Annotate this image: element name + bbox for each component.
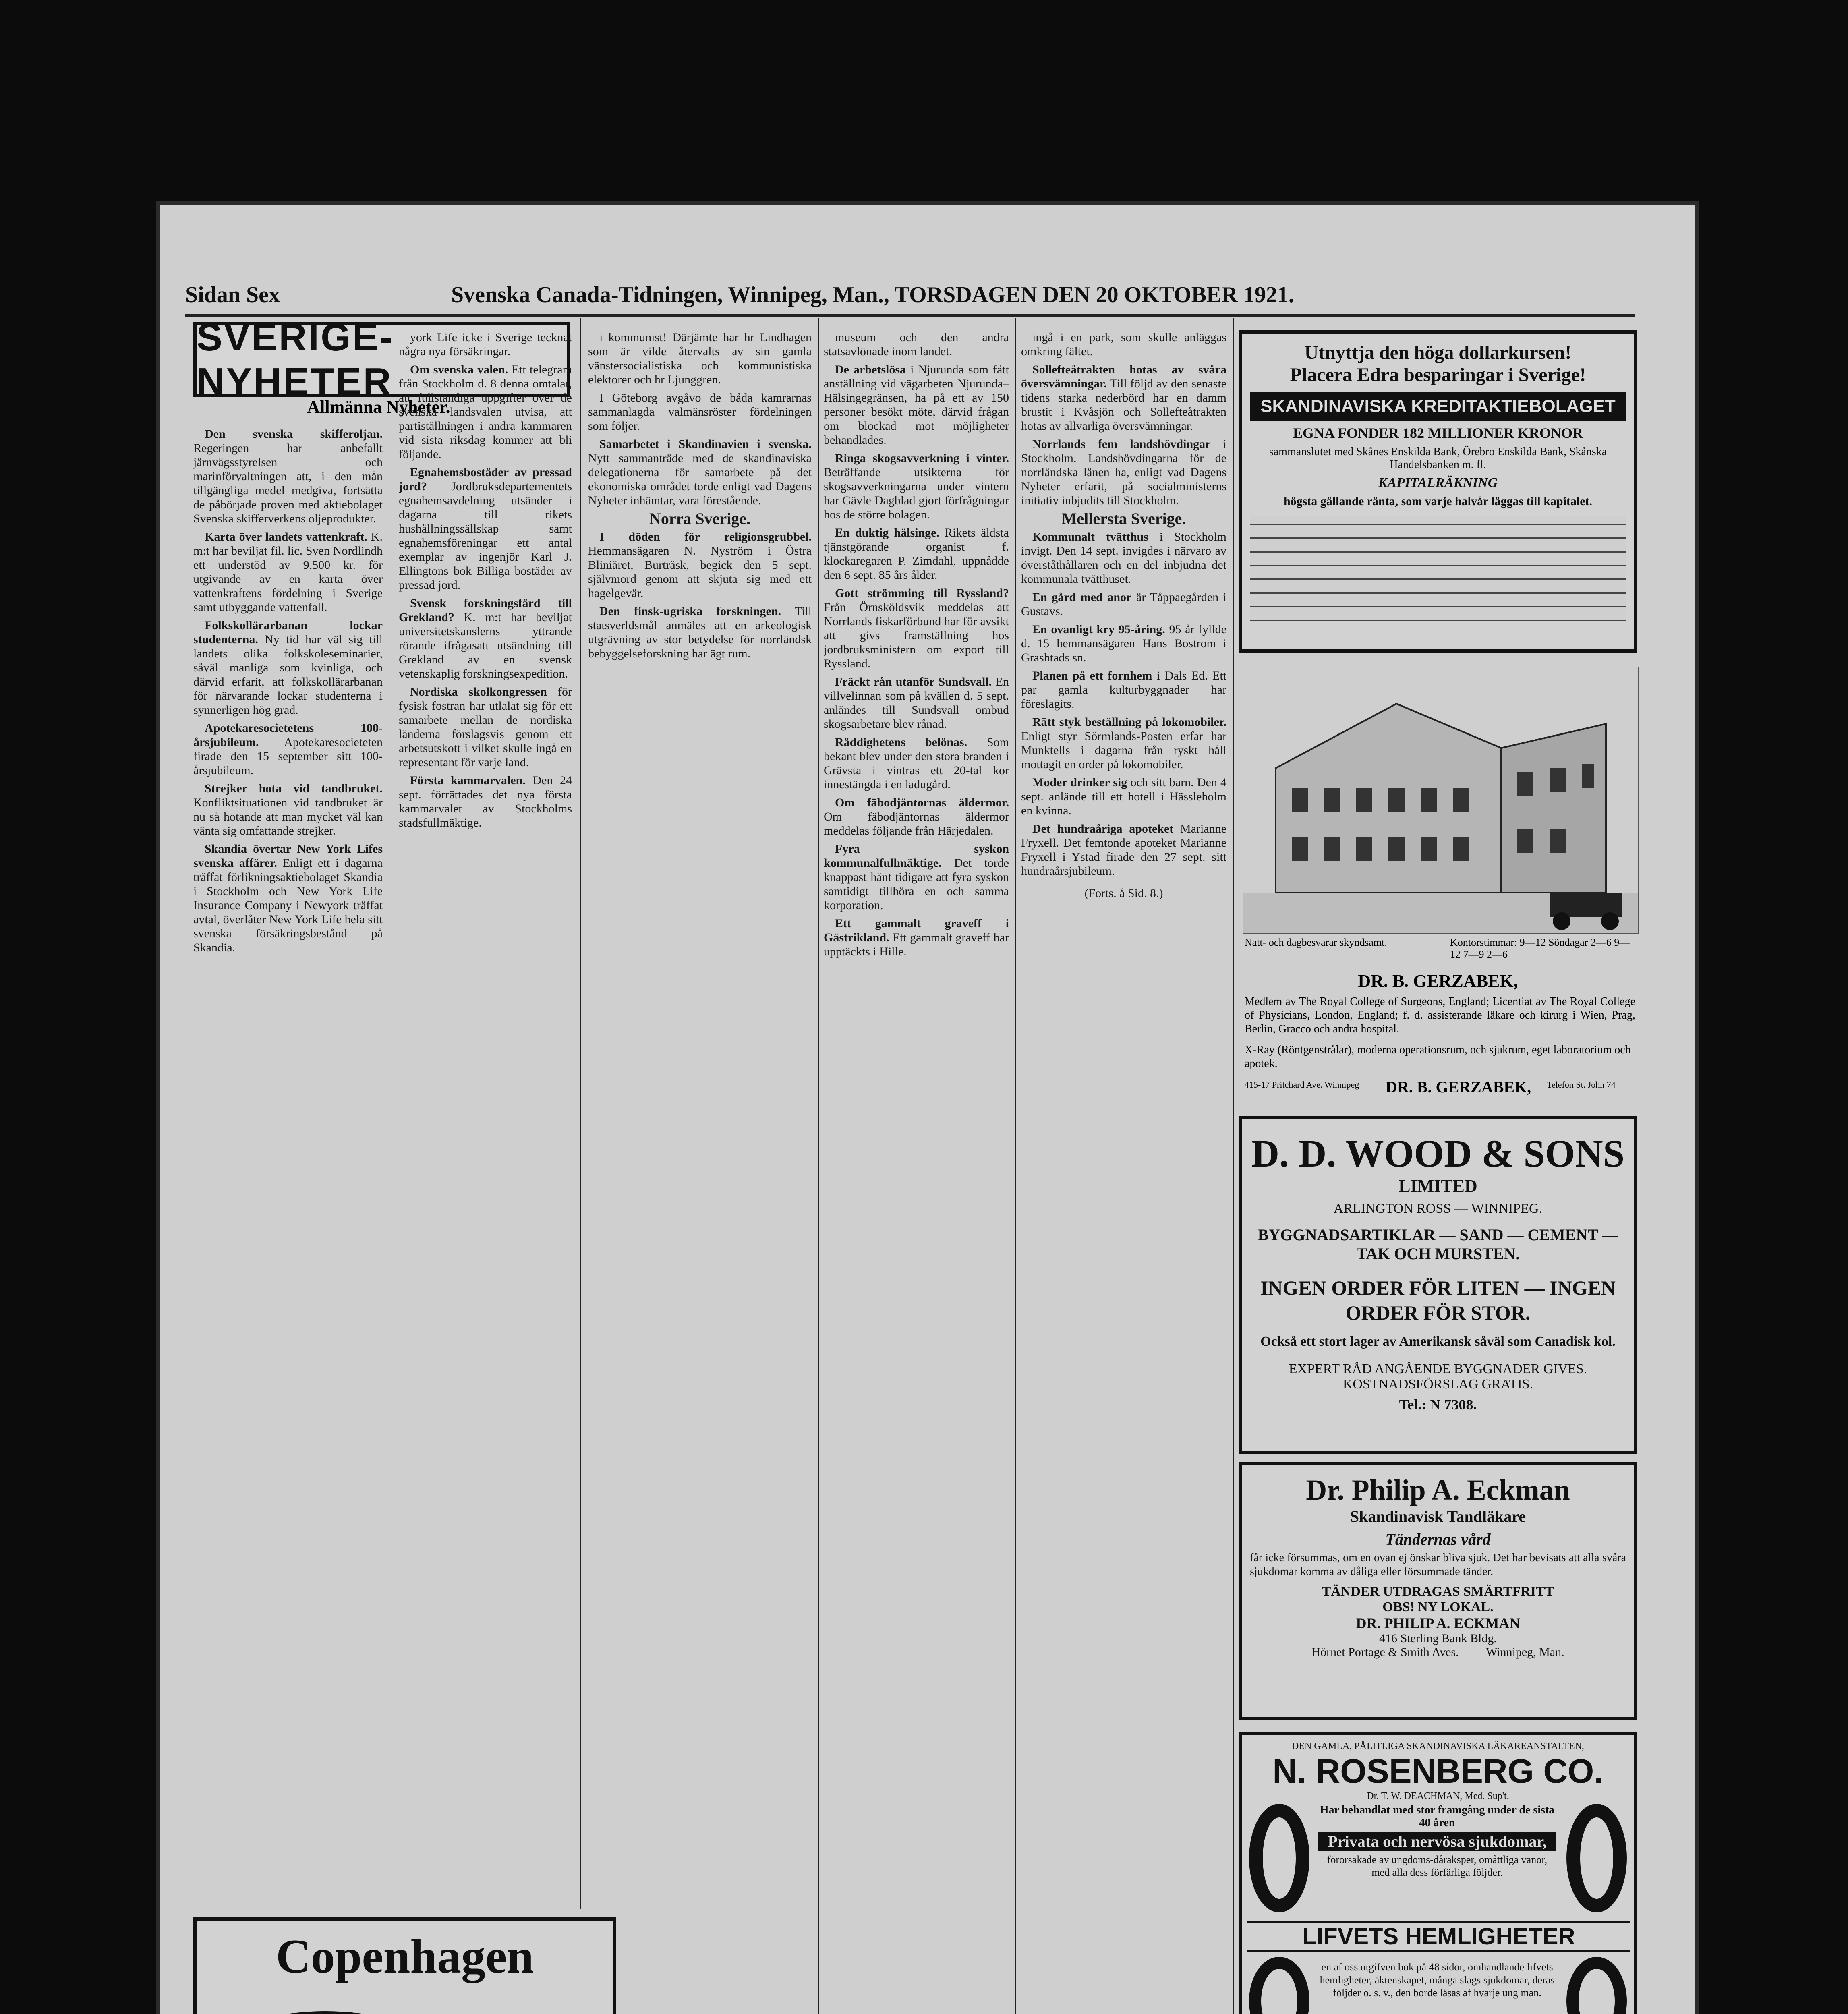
article-paragraph [1021,669,1226,711]
article-paragraph [1021,715,1226,771]
article-text: Ett telegram från Stockholm d. 8 denna omtalar, att fullständiga uppgifter över de svenska landsvalen utvisa, att partiställningen i andra kammaren vid sista riksdag kommer att bli följande. [399,363,572,461]
article-paragraph [193,427,383,526]
article-text: Enligt ett i dagarna träffat förlikningsaktiebolaget Skandia i Stockholm och New York Life Insurance Company i Newyork träffat avtal, överlåter New York Life hela sitt svenska försäkringsbestånd på Skandia. [193,856,383,954]
wood-limited: LIMITED [1398,1176,1477,1196]
article-column-1 [193,427,383,1909]
eckman-obs: OBS! NY LOKAL. [1382,1600,1494,1614]
rosenberg-top: DEN GAMLA, PÅLITLIGA SKANDINAVISKA LÄKAREANSTALTEN, [1291,1741,1585,1751]
article-column-4 [824,330,1009,2014]
article-column-2 [399,330,572,1909]
article-text: Apotekaresocieteten firade den 15 september sitt 100-årsjubileum. [193,736,383,777]
article-paragraph [824,451,1009,522]
article-text: Hemmansägaren N. Nyström i Östra Bliniäret, Burträsk, begick den 5 sept. självmord genom att skjuta sig med ett hagelgevär. [588,544,812,600]
wood-expert: EXPERT RÅD ANGÅENDE BYGGNADER GIVES. [1289,1361,1587,1376]
article-text: i kommunist! Därjämte har hr Lindhagen som är vilde återvalts av sin gamla vänstersocialistiska och kommunistiska elektorer och hr Ljunggren. [588,331,812,386]
eckman-doctor: DR. PHILIP A. ECKMAN [1356,1615,1520,1631]
article-paragraph [1021,437,1226,508]
column-rule [1233,318,1234,2014]
eckman-extract: TÄNDER UTDRAGAS SMÄRTFRITT [1322,1584,1554,1599]
bank-line-3: högsta gällande ränta, som varje halvår läggas till kapitalet. [1283,495,1593,508]
article-lead: Folkskollärarbanan lockar studenterna. [193,619,383,646]
article-text: i Njurunda som fått anställning vid vägarbeten Njurunda–Hälsingegränsen, ha på ett av 150 personer besökt möte, därvid frågan om blockad mot möjligheter behandlades. [824,363,1009,447]
article-paragraph [588,604,812,661]
article-lead: Nordiska skolkongressen [410,685,547,698]
bank-line-2: KAPITALRÄKNING [1378,475,1498,490]
article-lead: Norrlands fem landshövdingar [1032,437,1211,451]
article-paragraph [399,685,572,769]
rosenberg-line1: Har behandlat med stor framgång under de sista 40 åren [1320,1804,1555,1829]
gerzabek-xray: X-Ray (Röntgenstrålar), moderna operationsrum, och sjukrum, eget laboratorium och apotek. [1245,1044,1631,1070]
article-text: i Stockholm invigt. Den 14 sept. invigdes i närvaro av överståthållaren och en del inbjudna det kommunala tvätthuset. [1021,530,1226,586]
article-text: Den 24 sept. förrättades det nya första kammarvalet av Stockholms stadsfullmäktige. [399,774,572,829]
column-rule [818,318,819,2014]
rosenberg-secrets: LIFVETS HEMLIGHETER [1247,1921,1630,1952]
article-text: K. m:t har beviljat universitetskanslerns yttrande rörande ifrågasatt utsändning till Grekland av en svensk vetenskaplig forskningsexpedition. [399,611,572,680]
article-text: Marianne Fryxell. Det femtonde apoteket Marianne Fryxell i Ystad firade den 27 sept. sitt hundraårsjubileum. [1021,822,1226,878]
article-text: I Göteborg avgåvo de båda kamrarnas sammanlagda valmänsröster fördelningen som följer. [588,391,812,433]
rosenberg-ring-left [1249,1804,1309,1912]
article-text: K. m:t har beviljat fil. lic. Sven Nordlindh ett understöd av 9,500 kr. för utgivande av en karta över vattenkraftens fördelning i Sverige samt utbyggande vattenfall. [193,530,383,614]
article-text: i Stockholm. Landshövdingarna för de norrländska länen ha, enligt vad Dagens Nyheter erfarit, på socialministerns initiativ inbjudits till Stockholm. [1021,437,1226,507]
article-paragraph [1021,822,1226,878]
article-paragraph [399,773,572,830]
article-lead: Den svenska skifferoljan. [205,427,383,441]
article-paragraph [399,330,572,358]
article-text: ingå i en park, som skulle anläggas omkring fältet. [1021,331,1226,358]
article-paragraph [588,330,812,387]
article-paragraph [1021,590,1226,618]
rosenberg-dr: Dr. T. W. DEACHMAN, Med. Sup't. [1367,1791,1509,1801]
bank-top-2: Placera Edra besparingar i Sverige! [1290,364,1586,385]
bank-name: SKANDINAVISKA KREDITAKTIEBOLAGET [1250,392,1626,421]
article-text: Till följd av den senaste tidens starka nederbörd har en damm brustit i Kvåsjön och Sollefteåtrakten hotas av allvarliga översvämningar. [1021,377,1226,433]
article-lead: Ringa skogsavverkning i vinter. [835,452,1009,465]
article-lead: Egnahemsbostäder av pressad jord? [399,466,572,493]
article-paragraph [824,842,1009,912]
article-text: Från Örnsköldsvik meddelas att Norrlands fiskarförbund har för avsikt att givs framställning hos jordbruksministern om export till Ryssland. [824,601,1009,670]
article-paragraph [1021,775,1226,818]
article-text: Om fäbodjäntornas äldermor meddelas följande från Härjedalen. [824,810,1009,837]
bank-funds: EGNA FONDER 182 MILLIONER KRONOR [1293,425,1583,441]
bank-line-1: sammanslutet med Skånes Enskilda Bank, Örebro Enskilda Bank, Skånska Handelsbanken m. fl. [1269,445,1607,471]
wood-goods: BYGGNADSARTIKLAR — SAND — CEMENT — TAK OCH MURSTEN. [1258,1226,1618,1263]
article-text: Enligt styr Sörmlands-Posten erfar har Munktells i dagarna från ryskt håll mottagit en order på lokomobiler. [1021,729,1226,771]
article-text: Rikets äldsta tjänstgörande organist f. klockaregaren P. Zimdahl, uppnådde den 6 sept. 85 års ålder. [824,526,1009,582]
article-paragraph [193,618,383,717]
article-paragraph [193,842,383,955]
masthead: Svenska Canada-Tidningen, Winnipeg, Man., TORSDAGEN DEN 20 OKTOBER 1921. [451,282,1294,307]
article-paragraph [824,586,1009,671]
article-paragraph [824,735,1009,792]
article-lead: Karta över landets vattenkraft. [205,530,367,543]
article-text: Konfliktsituationen vid tandbruket är nu så hotande att man mycket väl kan vänta sig omfattande strejker. [193,796,383,837]
article-paragraph [1021,330,1226,358]
article-paragraph [193,781,383,838]
article-lead: Moder drinker sig [1032,776,1127,789]
eckman-corner: Hörnet Portage & Smith Aves. [1311,1645,1459,1659]
article-lead: Om fäbodjäntornas äldermor. [835,796,1009,809]
rosenberg-line2: Privata och nervösa sjukdomar, [1318,1832,1556,1851]
article-text: Jordbruksdepartementets egnahemsavdelning utsänder i dagarna till rikets hushållningssällskap samt egnahemsföreningar ett antal exemplar av ingenjör Karl J. Ellingtons bok Billiga bostäder av pressad jord. [399,480,572,592]
bank-ad [1239,330,1637,653]
article-paragraph [824,675,1009,731]
article-lead: Planen på ett fornhem [1032,669,1152,682]
section-title: SVERIGE-NYHETER [197,316,394,403]
article-text: och sitt barn. Den 4 sept. anlände till ett hotell i Hässleholm en kvinna. [1021,776,1226,817]
article-text: museum och den andra statsavlönade inom landet. [824,331,1009,358]
article-text: i Dals Ed. Ett par gamla kulturbyggnader har föreslagits. [1021,669,1226,711]
article-text: En villvelinnan som på kvällen d. 5 sept. anländes till Sundsvall ombud skogsarbetare blev rånad. [824,675,1009,731]
article-text: Det torde knappast hänt tidigare att fyra syskon samtidigt tillhöra en och samma korporation. [824,856,1009,912]
article-paragraph [193,530,383,614]
article-lead: Det hundraåriga apoteket [1032,822,1174,835]
hospital-illustration [1243,667,1639,934]
wood-tel: Tel.: N 7308. [1399,1397,1477,1413]
article-paragraph [588,391,812,433]
article-paragraph [824,330,1009,358]
gerzabek-body: Medlem av The Royal College of Surgeons, England; Licentiat av The Royal College of Physicians, London, England; f. d. assisterande läkare och kirurg i Wien, Prag, Berlin, Gracco och andra hospital. [1245,995,1635,1035]
region-subhead: Norra Sverige. [649,510,750,528]
article-lead: Apotekaresocietetens 100-årsjubileum. [193,721,383,749]
article-lead: Ett gammalt graveff i Gästrikland. [824,917,1009,944]
article-paragraph [824,916,1009,959]
article-text: 95 år fyllde d. 15 hemmansägaren Hans Bostrom i Grashtads sn. [1021,623,1226,664]
article-lead: Rätt styk beställning på lokomobiler. [1032,715,1226,729]
eckman-body: får icke försummas, om en ovan ej önskar bliva sjuk. Det har bevisats att alla svåra sjukdomar komma av dåliga eller försummade tänder. [1250,1552,1626,1578]
eckman-bldg: 416 Sterling Bank Bldg. [1379,1632,1497,1645]
article-lead: Första kammarvalen. [410,774,526,787]
wood-address: ARLINGTON ROSS — WINNIPEG. [1333,1201,1543,1216]
article-paragraph [1021,530,1226,586]
section-subtitle: Allmänna Nyheter. [307,397,450,417]
article-lead: Den finsk-ugriska forskningen. [599,605,781,618]
rosenberg-body2: en af oss utgifven bok på 48 sidor, omhandlande lifvets hemligheter, äktenskapet, många slags sjukdomar, deras följder o. s. v., den borde läsas af hvarje ung man. [1320,1961,1555,1999]
copenhagen-brand: Copenhagen [276,1929,534,1983]
eckman-city: Winnipeg, Man. [1486,1645,1564,1659]
article-column-5 [1021,330,1226,2014]
article-lead: Gott strömming till Ryssland? [835,586,1009,600]
rosenberg-ring-left-2 [1249,1957,1309,2014]
wood-name: D. D. WOOD & SONS [1251,1132,1625,1175]
article-lead: Svensk forskningsfärd till Grekland? [399,597,572,624]
bank-top-1: Utnyttja den höga dollarkursen! [1304,342,1572,363]
copenhagen-ad [193,1917,616,2014]
rosenberg-ad [1239,1732,1637,2014]
rosenberg-ring-right-2 [1566,1957,1627,2014]
article-text: Nytt sammanträde med de skandinaviska delegationerna för samarbete på det ekonomiska området torde enligt vad Dagens Nyheter inhämtar, vara förestående. [588,452,812,507]
eckman-ad [1239,1462,1637,1720]
article-lead: Strejker hota vid tandbruket. [205,782,383,795]
article-text: Ett gammalt graveff har upptäckts i Hille. [824,931,1009,958]
gerzabek-footer-name: DR. B. GERZABEK, [1386,1078,1531,1096]
article-lead: Fyra syskon kommunalfullmäktige. [824,842,1009,870]
wood-orders: INGEN ORDER FÖR LITEN — INGEN ORDER FÖR STOR. [1260,1276,1616,1324]
article-lead: Sollefteåtrakten hotas av svåra översvämningar. [1021,363,1226,390]
article-lead: Fräckt rån utanför Sundsvall. [835,675,992,688]
gerzabek-hours: Kontorstimmar: 9—12 Söndagar 2—6 9—12 7—9 2—6 [1450,937,1630,960]
eckman-care: Tändernas vård [1385,1530,1491,1548]
article-lead: Skandia övertar New York Lifes svenska affärer. [193,842,383,870]
article-paragraph [824,796,1009,838]
gerzabek-address: 415-17 Pritchard Ave. Winnipeg [1245,1080,1359,1090]
gerzabek-left-caption: Natt- och dagbesvarar skyndsamt. [1245,937,1387,948]
article-paragraph [399,465,572,592]
article-lead: En ovanligt kry 95-åring. [1032,623,1165,636]
article-paragraph [399,363,572,461]
rosenberg-name: N. ROSENBERG CO. [1272,1752,1604,1790]
article-text: york Life icke i Sverige tecknat några nya försäkringar. [399,331,572,358]
rosenberg-body: förorsakade av ungdoms-dåraksper, omåttliga vanor, med alla dess förfärliga följder. [1327,1854,1548,1878]
region-subhead: Mellersta Sverige. [1061,510,1186,528]
article-lead: I döden för religionsgrubbel. [599,530,812,543]
gerzabek-phone: Telefon St. John 74 [1547,1080,1616,1090]
eckman-sub: Skandinavisk Tandläkare [1350,1507,1526,1525]
article-text: Beträffande utsikterna för skogsavverkningarna under vintern har Gävle Dagblad gjort förfrågningar hos de större bolagen. [824,466,1009,521]
article-paragraph [1021,363,1226,433]
article-paragraph [824,526,1009,582]
article-paragraph [399,596,572,681]
article-text: Som bekant blev under den stora branden i Grävsta i vintras ett 20-tal kor innestängda i en ladugård. [824,736,1009,791]
continued-note: (Forts. å Sid. 8.) [1084,887,1163,900]
article-text: Till statsverldsmål anmäles att en arkeologisk utgrävning av stor betydelse för norrländsk bebyggelseforskning har ägt rum. [588,605,812,660]
wood-ad [1239,1116,1637,1454]
column-rule [580,318,581,1909]
article-paragraph [588,437,812,508]
article-paragraph [1021,622,1226,665]
article-lead: De arbetslösa [835,363,906,376]
article-lead: Räddighetens belönas. [835,736,968,749]
article-paragraph [824,363,1009,447]
article-paragraph [193,721,383,777]
article-column-3 [588,330,812,2014]
article-lead: Kommunalt tvätthus [1032,530,1148,543]
eckman-name: Dr. Philip A. Eckman [1306,1474,1570,1506]
article-lead: En duktig hälsinge. [835,526,939,539]
article-paragraph [588,530,812,600]
wood-note: Också ett stort lager av Amerikansk såväl som Canadisk kol. [1260,1334,1616,1349]
article-text: för fysisk fostran har utlalat sig för ett samarbete mellan de nordiska länderna förslagsvis genom ett arbetsutskott i vilket skulle ingå en representant för varje land. [399,685,572,769]
gerzabek-name: DR. B. GERZABEK, [1358,971,1518,991]
article-lead: Om svenska valen. [410,363,508,376]
rosenberg-ring-right [1566,1804,1627,1912]
bank-fine-print [1250,516,1626,621]
article-lead: En gård med anor [1032,591,1132,604]
snuff-tin [213,2009,438,2014]
wood-free: KOSTNADSFÖRSLAG GRATIS. [1342,1377,1533,1392]
article-text: Regeringen har anbefallt järnvägsstyrelsen och marinförvaltningen att, i den mån tillgängliga medel medgiva, fortsätta de påbörjade proven med aktiebolaget Svenska skifferverkens oljeprodukter. [193,441,383,525]
page-number: Sidan Sex [185,282,280,307]
article-text: är Tåppaegården i Gustavs. [1021,591,1226,618]
column-rule [1015,318,1016,2014]
article-text: Ny tid har väl sig till landets olika folkskoleseminarier, såväl manliga som kvinliga, och därvid erfarit, att folkskollärarbanan för närvarande lockar studenterna i synnerligen hög grad. [193,633,383,717]
article-lead: Samarbetet i Skandinavien i svenska. [599,437,812,451]
